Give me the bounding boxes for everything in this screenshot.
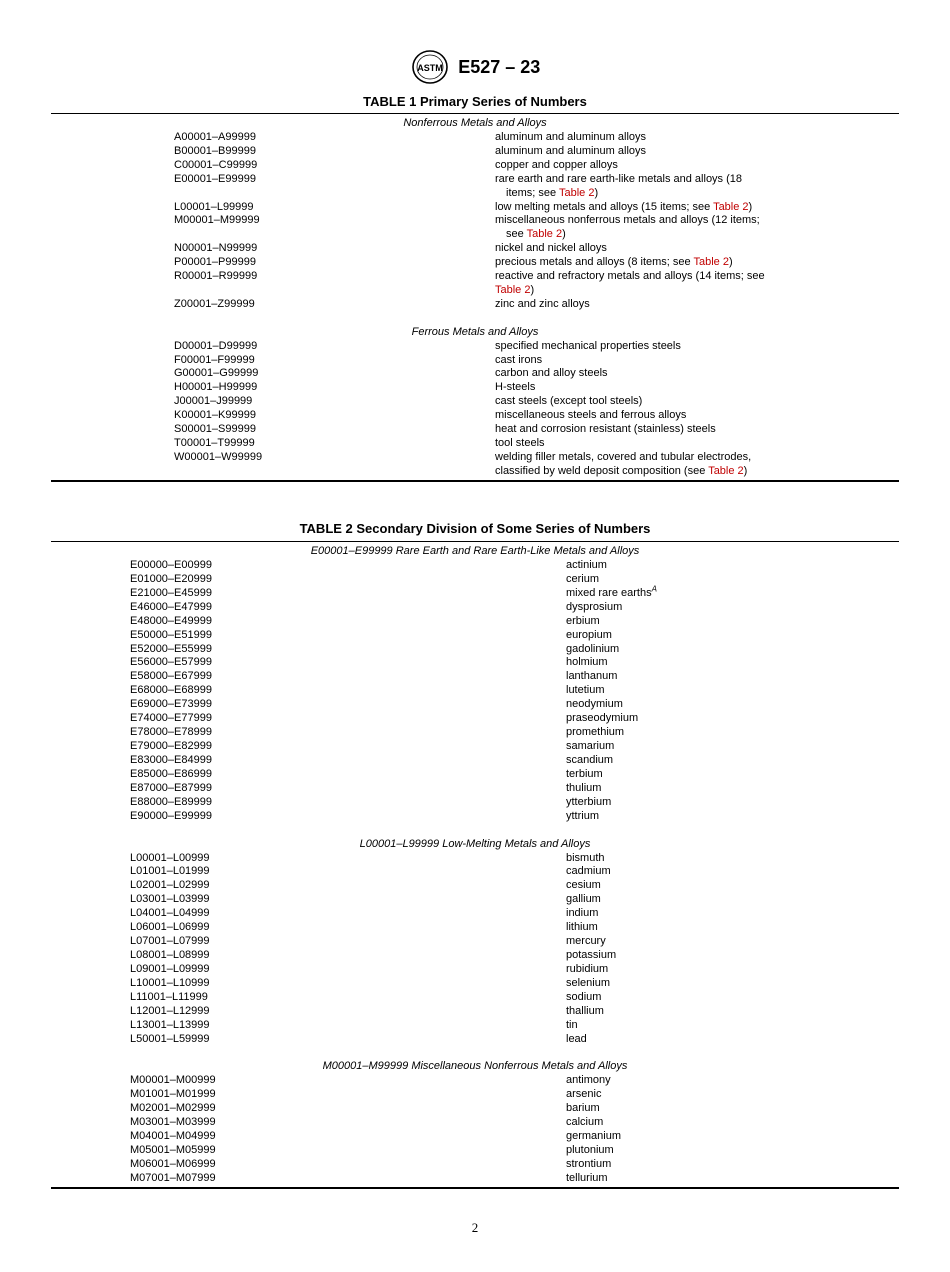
metal-name [566,1157,611,1171]
metal-name-text: neodymium [566,698,623,711]
series-code: L01001–L01999 [130,865,210,878]
series-code: T00001–T99999 [174,437,255,449]
series-code: N00001–N99999 [174,242,258,254]
metal-name-text: indium [566,907,599,920]
metal-name-text: germanium [566,1130,622,1143]
metal-name-text: bismuth [566,851,605,864]
table2-link[interactable]: Table 2 [713,201,749,213]
series-code: L09001–L09999 [130,962,210,975]
metal-name-text: cerium [566,572,600,585]
metal-name-text: sodium [566,990,602,1003]
metal-name-text: barium [566,1102,600,1115]
series-code: L03001–L03999 [130,893,210,906]
footnote-marker: A [651,584,657,594]
metal-name [566,990,601,1004]
series-code: L07001–L07999 [130,935,210,947]
metal-name-text: tellurium [566,1171,608,1184]
metal-name [566,864,611,878]
metal-name [566,558,607,572]
series-description: miscellaneous steels and ferrous alloys [495,409,687,421]
metal-name-text: samarium [566,740,615,752]
series-description: carbon and alloy steels [495,367,608,379]
description-continuation: Table 2) [495,284,535,296]
metal-name [566,1129,621,1143]
series-description [495,213,760,241]
series-code: L06001–L06999 [130,921,210,934]
series-code: E58000–E67999 [130,670,212,683]
series-description [495,172,742,200]
series-code: J00001–J99999 [174,395,253,407]
metal-name [566,669,617,683]
series-description: H-steels [495,381,536,393]
metal-name [566,739,614,753]
series-description [495,269,765,297]
series-code: E78000–E78999 [130,726,212,739]
metal-name-text: lutetium [566,684,605,697]
metal-name [566,878,601,892]
table2-section-heading: M00001–M99999 Miscellaneous Nonferrous Metals and Alloys [322,1060,628,1073]
series-code: B00001–B99999 [174,145,256,157]
series-description: copper and copper alloys [495,159,618,171]
metal-name-text: cadmium [566,865,611,878]
metal-name [566,920,598,934]
metal-name-text: holmium [566,656,608,669]
series-code: E00001–E99999 [174,173,256,185]
series-code: L02001–L02999 [130,879,210,892]
metal-name-text: praseodymium [566,712,639,725]
metal-name [566,1115,603,1129]
series-code: E74000–E77999 [130,712,212,725]
series-description: nickel and nickel alloys [495,242,607,254]
metal-name [566,642,619,656]
metal-name [566,655,608,669]
metal-name-text: europium [566,628,612,641]
page-number: 2 [471,1220,479,1235]
metal-name [566,1004,604,1018]
description-line: reactive and refractory metals and alloys (14 items; see [495,270,765,282]
series-code: P00001–P99999 [174,256,256,268]
series-description: low melting metals and alloys (15 items; see Table 2) [495,201,753,213]
document-id: E527 – 23 [458,56,541,77]
series-code: W00001–W99999 [174,451,263,463]
series-code: M07001–M07999 [130,1171,216,1184]
table1-ferrous-heading: Ferrous Metals and Alloys [411,326,539,338]
series-code: L08001–L08999 [130,949,210,961]
series-code: E87000–E87999 [130,781,212,794]
metal-name-text: yttrium [566,809,599,822]
metal-name-text: dysprosium [566,600,623,613]
description-line: welding filler metals, covered and tubular electrodes, [495,451,752,463]
description-continuation: classified by weld deposit composition (see Table 2) [495,465,748,477]
metal-name [566,795,611,809]
series-description: heat and corrosion resistant (stainless) steels [495,423,716,435]
metal-name [566,572,599,586]
metal-name [566,614,600,628]
metal-name [566,725,624,739]
metal-name [566,683,605,697]
series-code: E56000–E57999 [130,656,212,669]
document-header [0,50,950,84]
metal-name-text: scandium [566,754,614,766]
description-line: rare earth and rare earth-like metals and alloys (18 [495,173,743,185]
series-code: M00001–M00999 [130,1074,216,1087]
metal-name [566,948,616,962]
metal-name-text: antimony [566,1074,611,1087]
svg-text:ASTM: ASTM [416,63,443,73]
series-description: specified mechanical properties steels [495,340,681,352]
metal-name [566,628,612,642]
metal-name-text: arsenic [566,1088,602,1101]
table2-title: TABLE 2 Secondary Division of Some Series of Numbers [299,521,651,536]
metal-name [566,851,605,865]
metal-name [566,906,598,920]
metal-name-text: thallium [566,1004,604,1017]
metal-name-text: thulium [566,781,602,794]
table1-title: TABLE 1 Primary Series of Numbers [363,94,587,109]
series-code: R00001–R99999 [174,270,258,282]
metal-name-text: rubidium [566,962,609,975]
metal-name [566,934,606,948]
metal-name [566,1032,587,1046]
metal-name [566,697,623,711]
series-code: K00001–K99999 [174,409,256,421]
metal-name [566,1087,601,1101]
description-line: miscellaneous nonferrous metals and alloys (12 items; [495,214,760,226]
table2-top-rule [51,541,899,542]
metal-name [566,892,601,906]
series-code: E88000–E89999 [130,795,212,808]
table2-link[interactable]: Table 2 [495,284,531,296]
description-continuation: items; see Table 2) [506,187,599,199]
series-description: zinc and zinc alloys [495,298,590,310]
series-description: aluminum and aluminum alloys [495,131,647,143]
metal-name [566,1073,611,1087]
metal-name-text: promethium [566,726,625,739]
metal-name-text: actinium [566,558,607,571]
series-code: E79000–E82999 [130,740,212,752]
table2-section-heading: L00001–L99999 Low-Melting Metals and Alloys [359,837,591,850]
series-code: M05001–M05999 [130,1144,216,1156]
metal-name-text: selenium [566,976,611,989]
series-code: E50000–E51999 [130,628,212,641]
series-code: E00000–E00999 [130,558,212,571]
table2-link[interactable]: Table 2 [526,228,563,240]
series-code: G00001–G99999 [174,367,259,379]
series-code: M03001–M03999 [130,1116,216,1129]
series-code: L13001–L13999 [130,1018,210,1031]
metal-name [566,753,613,767]
table2-link[interactable]: Table 2 [693,256,729,268]
series-code: L10001–L10999 [130,976,210,989]
series-code: E21000–E45999 [130,586,212,599]
series-description: precious metals and alloys (8 items; see Table 2) [495,256,733,268]
metal-name-text: gadolinium [566,642,620,655]
metal-name [566,781,601,795]
series-code: E68000–E68999 [130,684,212,697]
metal-name [566,809,599,823]
metal-name [566,711,638,725]
series-code: E85000–E86999 [130,767,212,780]
series-code: S00001–S99999 [174,423,256,435]
table1-nonferrous-heading: Nonferrous Metals and Alloys [403,117,547,129]
description-continuation: see Table 2) [506,228,566,240]
astm-logo-icon [410,50,450,84]
metal-name-text: erbium [566,614,600,627]
series-code: M06001–M06999 [130,1157,216,1170]
metal-name [566,1018,578,1032]
table2-link[interactable]: Table 2 [559,187,595,199]
table1-bottom-rule [51,480,899,482]
metal-name [566,1143,614,1157]
metal-name [566,1101,600,1115]
series-code: L00001–L99999 [174,201,254,213]
metal-name [566,1171,608,1185]
series-code: L50001–L59999 [130,1032,210,1045]
metal-name-text: strontium [566,1157,612,1170]
series-code: H00001–H99999 [174,381,258,393]
series-code: L00001–L00999 [130,851,210,864]
series-code: M01001–M01999 [130,1088,216,1101]
series-code: M04001–M04999 [130,1130,216,1143]
table2-bottom-rule [51,1187,899,1189]
series-code: Z00001–Z99999 [174,298,255,310]
series-description [495,450,751,478]
series-code: L04001–L04999 [130,907,210,920]
series-code: D00001–D99999 [174,340,258,352]
metal-name-text: tin [566,1018,578,1031]
series-code: F00001–F99999 [174,354,255,366]
metal-name [566,600,622,614]
series-code: E46000–E47999 [130,600,212,613]
series-description: cast irons [495,354,543,366]
series-description: aluminum and aluminum alloys [495,145,647,157]
series-code: E69000–E73999 [130,698,212,711]
metal-name-text: plutonium [566,1144,614,1156]
series-code: L12001–L12999 [130,1004,210,1017]
series-code: M00001–M99999 [174,214,260,226]
series-code: C00001–C99999 [174,159,258,171]
table1-top-rule [51,113,899,114]
series-code: E90000–E99999 [130,809,212,822]
series-code: E01000–E20999 [130,572,212,585]
table2-section-heading: E00001–E99999 Rare Earth and Rare Earth-Like Metals and Alloys [310,545,640,557]
metal-name-text: gallium [566,893,601,906]
metal-name-text: calcium [566,1116,604,1129]
series-code: E83000–E84999 [130,754,212,766]
metal-name [566,962,608,976]
series-code: E48000–E49999 [130,614,212,627]
metal-name [566,586,657,600]
table2-link[interactable]: Table 2 [708,465,744,477]
metal-name-text: mixed rare earths [566,586,652,599]
metal-name [566,976,610,990]
series-code: L11001–L11999 [130,990,208,1003]
metal-name-text: lead [566,1032,587,1045]
metal-name-text: lithium [566,921,598,934]
metal-name-text: terbium [566,767,603,780]
metal-name-text: cesium [566,879,601,892]
metal-name-text: mercury [566,935,606,947]
series-description: tool steels [495,437,545,449]
metal-name-text: ytterbium [566,795,612,808]
series-code: A00001–A99999 [174,131,256,143]
metal-name-text: potassium [566,949,617,961]
series-description: cast steels (except tool steels) [495,395,643,407]
series-code: M02001–M02999 [130,1102,216,1115]
series-code: E52000–E55999 [130,642,212,655]
metal-name [566,767,603,781]
metal-name-text: lanthanum [566,670,618,683]
